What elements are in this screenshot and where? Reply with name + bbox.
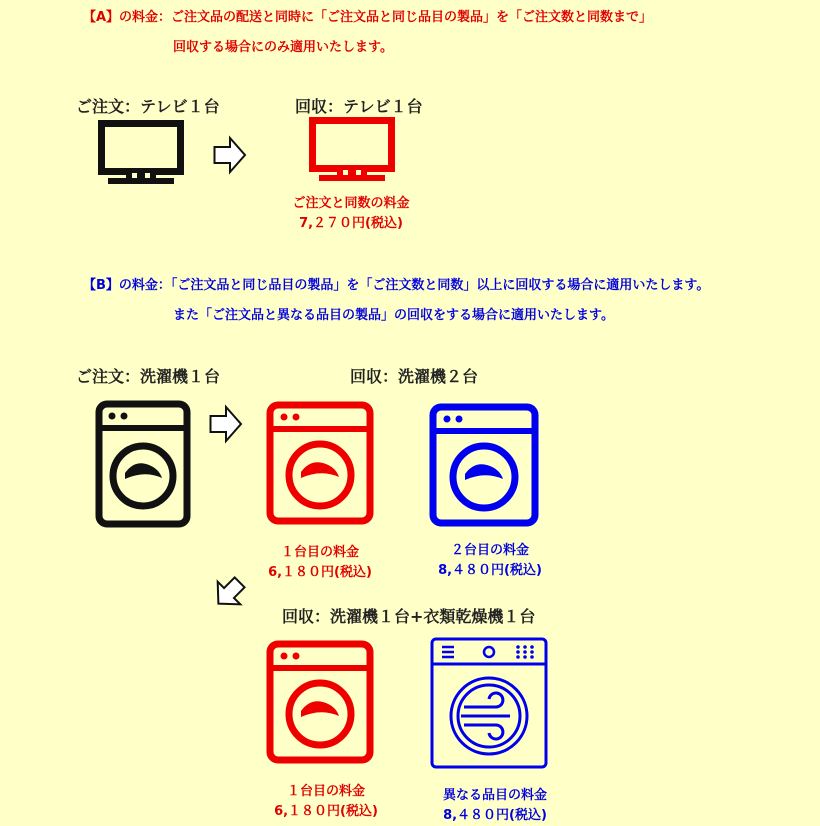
section-b-note-line1: 【B】の料金：「ご注文品と同じ品目の製品」を「ご注文数と同数」以上に回収する場合に適用いたします。 — [83, 278, 710, 293]
section-b-note-line2: また「ご注文品と異なる品目の製品」の回収をする場合に適用いたします。 — [173, 308, 614, 323]
tv-icon — [309, 117, 395, 183]
first-unit-price: 6,１８０円(税込) — [268, 565, 372, 580]
section-b-collect-mixed-label: 回収：洗濯機１台+衣類乾燥機１台 — [282, 607, 536, 626]
arrow-right-icon — [209, 405, 243, 443]
section-a-note-line1: 【A】の料金：ご注文品の配送と同時に「ご注文品と同じ品目の製品」を「ご注文数と同数まで」 — [83, 10, 653, 25]
washing-machine-icon — [266, 401, 374, 525]
section-b-order-label: ご注文：洗濯機１台 — [76, 367, 221, 386]
tv-icon — [98, 120, 184, 186]
second-unit-price: 8,４８０円(税込) — [438, 563, 542, 578]
tv-price-caption: ご注文と同数の料金 — [292, 196, 410, 211]
mixed-second-price: 8,４８０円(税込) — [443, 808, 547, 823]
section-a-order-label: ご注文：テレビ１台 — [76, 97, 220, 116]
arrow-down-left-icon — [209, 573, 249, 613]
washing-machine-icon — [429, 403, 539, 527]
mixed-first-price: 6,１８０円(税込) — [274, 804, 378, 819]
second-unit-caption: ２台目の料金 — [450, 543, 529, 558]
mixed-second-caption: 異なる品目の料金 — [442, 788, 547, 803]
mixed-first-caption: １台目の料金 — [286, 784, 365, 799]
section-a-note-line2: 回収する場合にのみ適用いたします。 — [173, 40, 393, 55]
clothes-dryer-icon — [430, 637, 548, 769]
tv-price-value: 7,２７０円(税込) — [299, 216, 403, 231]
section-a-collect-label: 回収：テレビ１台 — [295, 97, 423, 116]
washing-machine-icon — [266, 640, 374, 764]
first-unit-caption: １台目の料金 — [280, 545, 359, 560]
washing-machine-icon — [95, 400, 191, 528]
arrow-right-icon — [213, 136, 247, 174]
section-b-collect-label: 回収：洗濯機２台 — [350, 367, 479, 386]
